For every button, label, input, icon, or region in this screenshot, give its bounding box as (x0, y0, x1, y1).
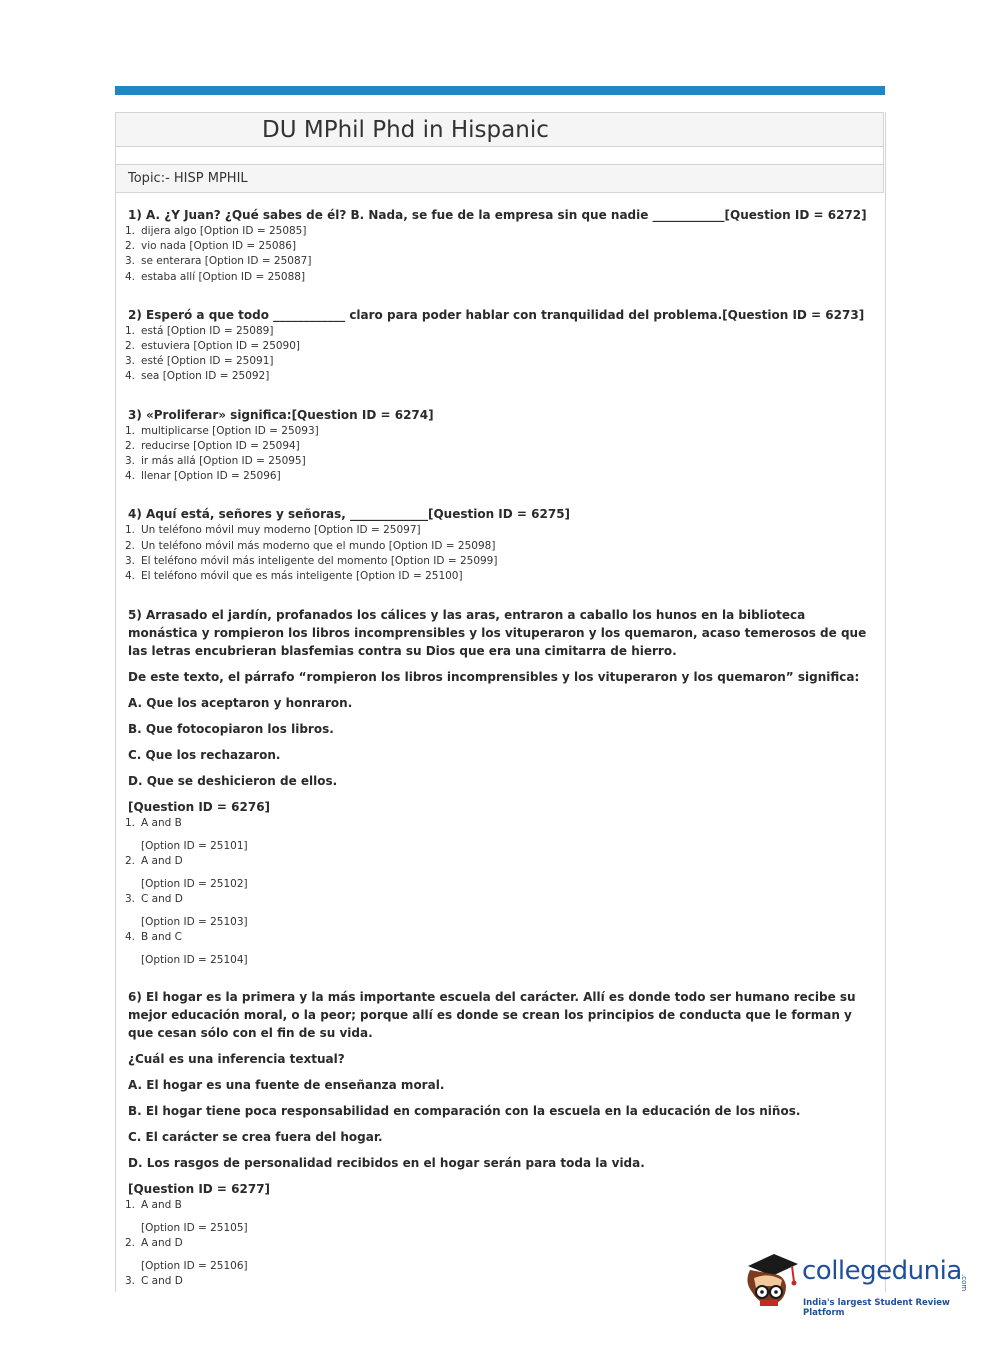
logo-dotcom: .com (960, 1274, 968, 1292)
option-text: llenar [Option ID = 25096] (141, 470, 281, 483)
question-text: 1) A. ¿Y Juan? ¿Qué sabes de él? B. Nada, se fue de la empresa sin que nadie ____________[Question ID = 6272] (128, 208, 867, 222)
statement-b: B. El hogar tiene poca responsabilidad en comparación con la escuela en la educación de los niños. (128, 1104, 801, 1119)
page-title: DU MPhil Phd in Hispanic (262, 117, 549, 143)
option-item: 1. está [Option ID = 25089] (125, 324, 274, 337)
option-item: 4. estaba allí [Option ID = 25088] (125, 270, 306, 283)
option-text: A and D (141, 855, 183, 868)
option-text: El teléfono móvil más inteligente del momento [Option ID = 25099] (141, 554, 498, 567)
statement-c: C. Que los rechazaron. (128, 748, 281, 763)
option-text: El teléfono móvil que es más inteligente [Option ID = 25100] (141, 570, 463, 583)
title-spacer (115, 147, 884, 165)
collegedunia-logo[interactable] (740, 1248, 970, 1318)
option-text: dijera algo [Option ID = 25085] (141, 225, 307, 237)
question-list (125, 206, 870, 1315)
option-text: B and C (141, 931, 182, 944)
question-3 (125, 406, 870, 485)
statement-a: A. Que los aceptaron y honraron. (128, 696, 353, 711)
option-item: 1. A and B [Option ID = 25105] (125, 1198, 870, 1236)
option-text: Un teléfono móvil más moderno que el mundo [Option ID = 25098] (141, 539, 496, 552)
question-prompt: De este texto, el párrafo “rompieron los libros incomprensibles y los vituperaron y los quemaron” significa: (128, 670, 860, 685)
option-id: [Option ID = 25105] (141, 1222, 248, 1235)
option-list (125, 224, 870, 285)
option-list (125, 523, 870, 584)
option-text: se enterara [Option ID = 25087] (141, 255, 312, 268)
statement-a: A. El hogar es una fuente de enseñanza moral. (128, 1078, 445, 1093)
question-passage: 5) Arrasado el jardín, profanados los cálices y las aras, entraron a caballo los hunos en la biblioteca monástica y rompieron los libros incomprensibles y los vituperaron y los quemaron, acaso temerosos de que las letras encubrieran blasfemias contra su Dios que era una cimitarra de hierro. (128, 608, 867, 659)
mascot-icon (740, 1248, 800, 1310)
option-text: sea [Option ID = 25092] (141, 370, 270, 383)
question-text: 3) «Proliferar» significa:[Question ID = 6274] (128, 407, 434, 422)
option-text: A and B (141, 817, 182, 830)
option-list (125, 324, 870, 385)
option-item: 4. El teléfono móvil que es más inteligente [Option ID = 25100] (125, 570, 463, 583)
logo-brand: collegedunia (802, 1256, 962, 1286)
option-item: 2. Un teléfono móvil más moderno que el mundo [Option ID = 25098] (125, 539, 496, 552)
option-item: 3. El teléfono móvil más inteligente del momento [Option ID = 25099] (125, 554, 498, 567)
option-item: 1. multiplicarse [Option ID = 25093] (125, 424, 319, 437)
option-item: 3. esté [Option ID = 25091] (125, 355, 274, 368)
option-item: 2. estuviera [Option ID = 25090] (125, 340, 301, 353)
option-item: 1. Un teléfono móvil muy moderno [Option ID = 25097] (125, 524, 421, 537)
title-panel (115, 112, 884, 147)
option-list (125, 424, 870, 485)
option-text: C and D (141, 1275, 183, 1288)
question-6 (125, 988, 870, 1289)
question-prompt: ¿Cuál es una inferencia textual? (128, 1052, 345, 1067)
option-item: 2. A and D [Option ID = 25102] (125, 854, 870, 892)
option-id: [Option ID = 25106] (141, 1260, 248, 1273)
option-text: ir más allá [Option ID = 25095] (141, 455, 306, 468)
option-item: 3. C and D (125, 1275, 183, 1288)
option-id: [Option ID = 25104] (141, 954, 248, 967)
option-item: 1. dijera algo [Option ID = 25085] (125, 225, 307, 237)
option-id: [Option ID = 25101] (141, 840, 248, 853)
option-text: C and D (141, 893, 183, 906)
option-item: 3. ir más allá [Option ID = 25095] (125, 455, 306, 468)
option-item: 4. sea [Option ID = 25092] (125, 370, 270, 383)
statement-c: C. El carácter se crea fuera del hogar. (128, 1130, 383, 1145)
option-id: [Option ID = 25103] (141, 916, 248, 929)
option-text: estaba allí [Option ID = 25088] (141, 270, 306, 283)
question-1 (125, 206, 870, 285)
statement-d: D. Los rasgos de personalidad recibidos en el hogar serán para toda la vida. (128, 1156, 645, 1171)
option-text: está [Option ID = 25089] (141, 324, 274, 337)
option-text: A and D (141, 1237, 183, 1250)
option-text: Un teléfono móvil muy moderno [Option ID = 25097] (141, 524, 421, 537)
option-item: 4. B and C [Option ID = 25104] (125, 930, 870, 968)
statement-d: D. Que se deshicieron de ellos. (128, 774, 338, 789)
question-text: 2) Esperó a que todo ____________ claro para poder hablar con tranquilidad del problema.[Question ID = 6273] (128, 307, 865, 322)
logo-tagline: India's largest Student Review Platform (803, 1298, 950, 1318)
question-id: [Question ID = 6277] (128, 1182, 271, 1197)
question-text: 4) Aquí está, señores y señoras, _____________[Question ID = 6275] (128, 507, 571, 522)
option-item: 3. se enterara [Option ID = 25087] (125, 255, 312, 268)
question-passage: 6) El hogar es la primera y la más importante escuela del carácter. Allí es donde todo ser humano recibe su mejor educación moral, o la peor; porque allí es donde se crean los principios de conducta que le forman y que cesan sólo con el fin de su vida. (128, 990, 856, 1041)
statement-b: B. Que fotocopiaron los libros. (128, 722, 334, 737)
topic-panel (115, 165, 884, 193)
option-item: 3. C and D [Option ID = 25103] (125, 892, 870, 930)
option-item: 2. A and D [Option ID = 25106] (125, 1236, 870, 1274)
option-text: esté [Option ID = 25091] (141, 355, 274, 368)
topic-label: Topic:- HISP MPHIL (128, 171, 248, 186)
option-item: 2. vio nada [Option ID = 25086] (125, 240, 297, 253)
option-text: estuviera [Option ID = 25090] (141, 340, 301, 353)
option-text: A and B (141, 1199, 182, 1212)
option-text: vio nada [Option ID = 25086] (141, 240, 297, 253)
option-item: 4. llenar [Option ID = 25096] (125, 470, 281, 483)
option-item: 1. A and B [Option ID = 25101] (125, 816, 870, 854)
option-list (125, 816, 870, 968)
top-accent-bar (115, 86, 885, 95)
option-text: multiplicarse [Option ID = 25093] (141, 424, 319, 437)
option-item: 2. reducirse [Option ID = 25094] (125, 439, 300, 452)
question-2 (125, 306, 870, 385)
option-id: [Option ID = 25102] (141, 878, 248, 891)
question-5 (125, 606, 870, 968)
option-text: reducirse [Option ID = 25094] (141, 439, 300, 452)
question-4 (125, 505, 870, 584)
question-id: [Question ID = 6276] (128, 800, 271, 815)
